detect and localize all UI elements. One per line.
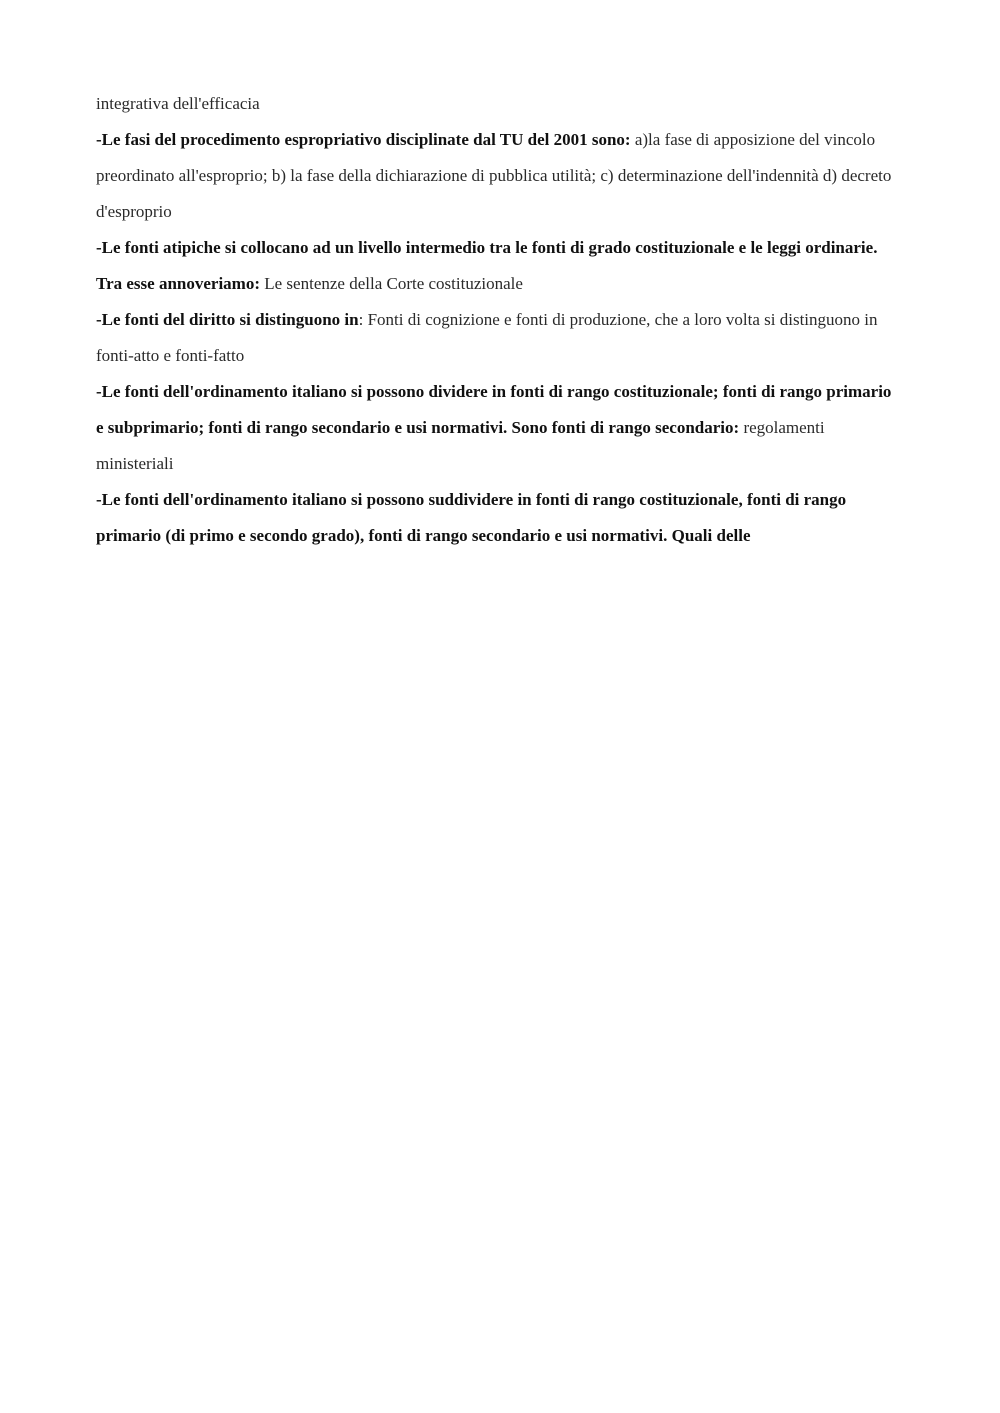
paragraph-fonti-suddivisione — [96, 482, 902, 554]
answer-text: a)la fase di apposizione del vincolo preordinato all'esproprio; b) la fase della dichiarazione di pubblica utilità; c) determinazione dell'indennità d) decreto d'esproprio — [96, 130, 892, 221]
paragraph-fonti-diritto — [96, 302, 902, 374]
document-body — [96, 86, 902, 554]
paragraph-fonti-rango-secondario — [96, 374, 902, 482]
answer-text: integrativa dell'efficacia — [96, 94, 260, 113]
paragraph-fasi-procedimento — [96, 122, 902, 230]
answer-text: Le sentenze della Corte costituzionale — [260, 274, 523, 293]
paragraph-fonti-atipiche — [96, 230, 902, 302]
question-text: -Le fonti del diritto si distinguono in — [96, 310, 359, 329]
question-text: -Le fasi del procedimento espropriativo disciplinate dal TU del 2001 sono: — [96, 130, 631, 149]
question-text: -Le fonti atipiche si collocano ad un livello intermedio tra le fonti di grado costituzionale e le leggi ordinarie. Tra esse annoveriamo: — [96, 238, 878, 293]
answer-text: regolamenti ministeriali — [96, 418, 825, 473]
question-text: -Le fonti dell'ordinamento italiano si possono suddividere in fonti di rango costituzionale, fonti di rango primario (di primo e secondo grado), fonti di rango secondario e usi normativi. Quali delle — [96, 490, 847, 545]
question-text: -Le fonti dell'ordinamento italiano si possono dividere in fonti di rango costituzionale; fonti di rango primario e subprimario; fonti di rango secondario e usi normativi. Sono fonti di rango secondario: — [96, 382, 892, 437]
answer-text: : Fonti di cognizione e fonti di produzione, che a loro volta si distinguono in fonti-atto e fonti-fatto — [96, 310, 878, 365]
paragraph-efficacia — [96, 86, 902, 122]
